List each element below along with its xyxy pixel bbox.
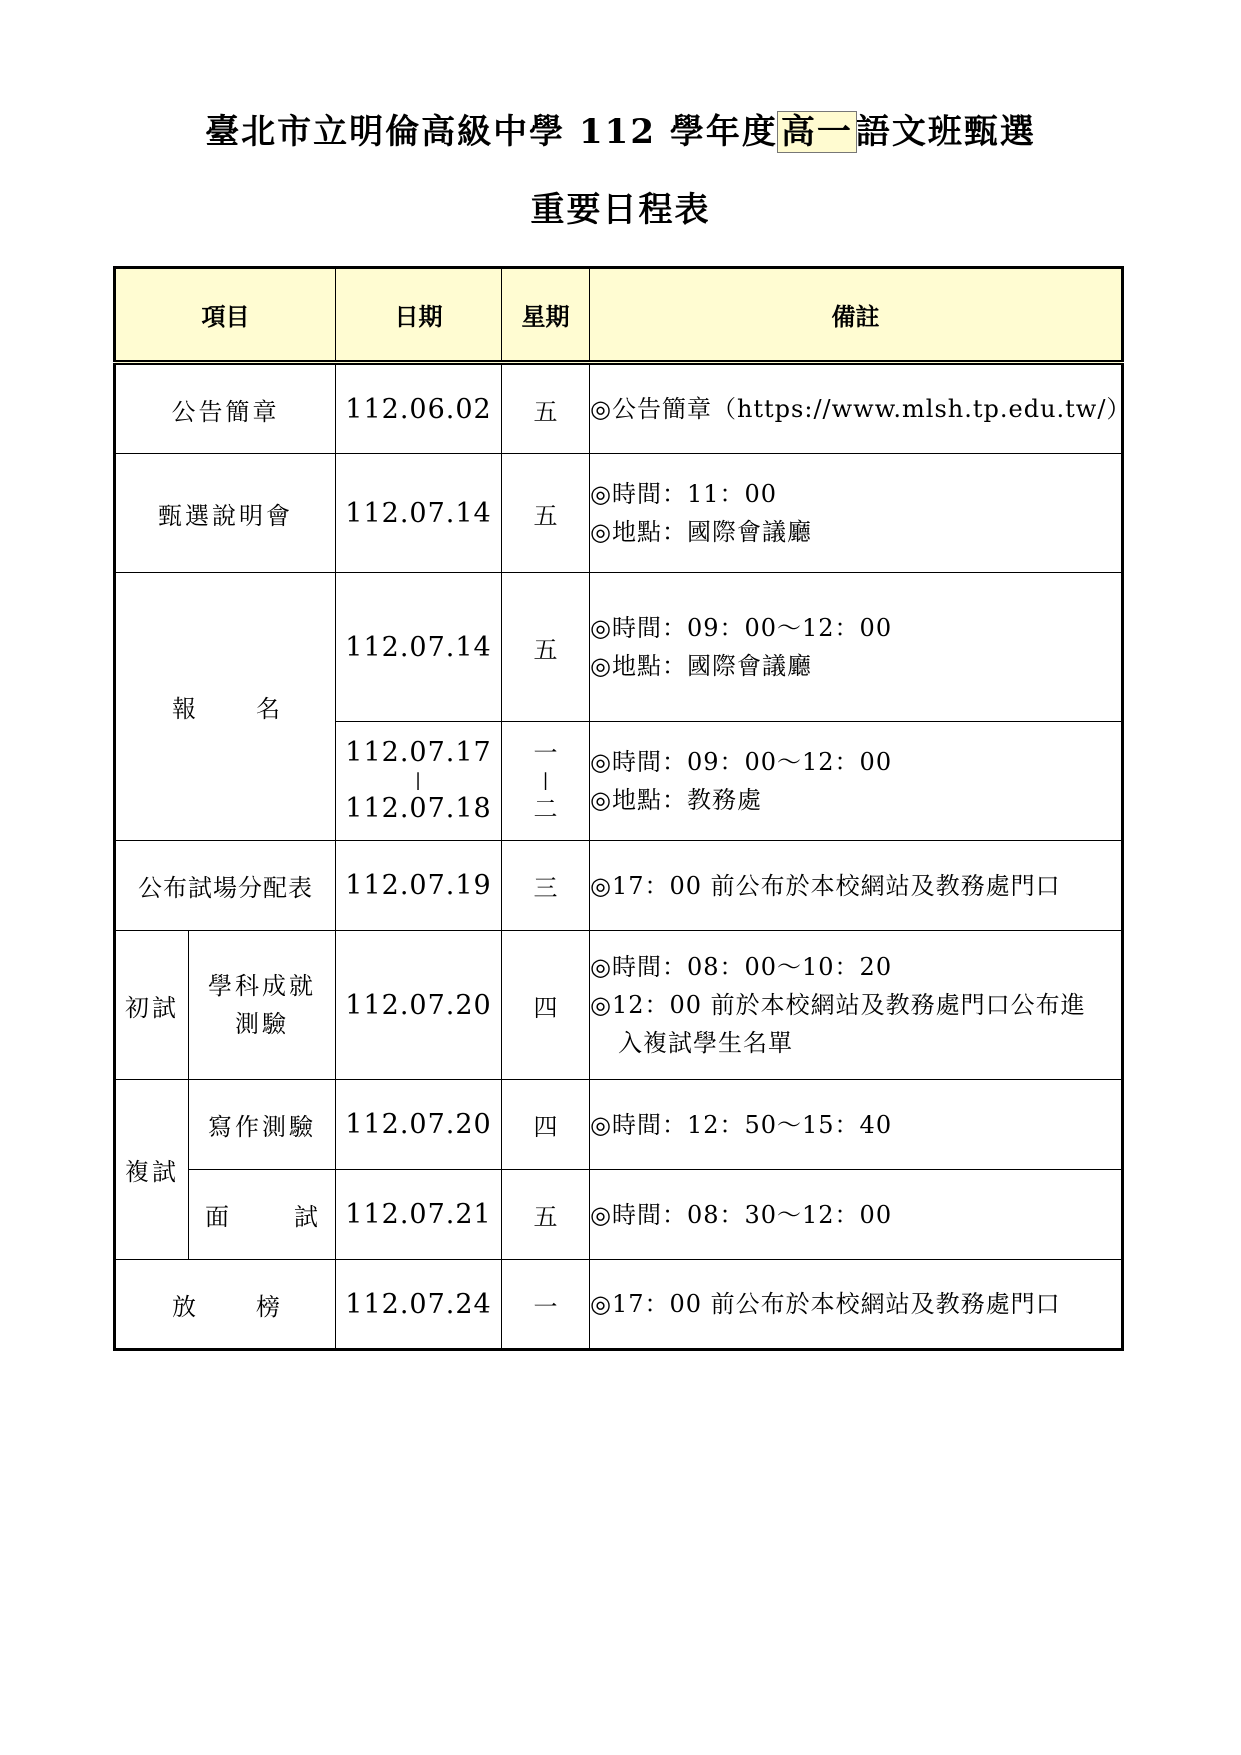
note-line: ◎12：00 前於本校網站及教務處門口公布進 — [590, 991, 1086, 1019]
item-cell-registration — [115, 573, 336, 841]
item-cell-results — [115, 1260, 336, 1350]
note-cell — [590, 1170, 1123, 1260]
date-cell: 112.07.24 — [336, 1260, 502, 1350]
note-line: 入複試學生名單 — [618, 1029, 793, 1057]
table-row — [115, 1170, 1123, 1260]
date-range-cell — [336, 722, 502, 841]
date-cell: 112.07.14 — [336, 454, 502, 573]
weekday-range-cell — [502, 722, 590, 841]
item-cell: 甄選說明會 — [115, 454, 336, 573]
title-prefix: 臺北市立明倫高級中學 112 學年度 — [205, 112, 778, 152]
header-note: 備註 — [590, 268, 1123, 363]
item-char: 報 — [172, 695, 199, 723]
date-cell: 112.06.02 — [336, 363, 502, 454]
date-cell: 112.07.14 — [336, 573, 502, 722]
header-item: 項目 — [115, 268, 336, 363]
title-highlight: 高一 — [778, 112, 856, 152]
note-cell — [590, 573, 1123, 722]
weekday-cell: 五 — [502, 573, 590, 722]
date-from: 112.07.17 — [345, 737, 492, 768]
note-line: ◎時間：08：00～10：20 — [590, 953, 893, 981]
item-cell: 寫作測驗 — [189, 1080, 336, 1170]
weekday-cell: 五 — [502, 1170, 590, 1260]
table-row — [115, 931, 1123, 1080]
note-cell — [590, 841, 1123, 931]
table-row — [115, 573, 1123, 722]
note-line: ◎地點：國際會議廳 — [590, 652, 812, 680]
item-char: 榜 — [256, 1292, 283, 1321]
table-row — [115, 841, 1123, 931]
document-title — [0, 104, 1241, 153]
note-line: ◎17：00 前公布於本校網站及教務處門口 — [590, 1290, 1061, 1318]
item-cell: 公告簡章 — [115, 363, 336, 454]
date-cell: 112.07.21 — [336, 1170, 502, 1260]
note-line: ◎時間：08：30～12：00 — [590, 1200, 893, 1229]
date-to: 112.07.18 — [345, 793, 492, 824]
note-cell — [590, 363, 1132, 454]
header-weekday: 星期 — [502, 268, 590, 363]
note-line: ◎時間：11：00 — [590, 480, 778, 508]
header-row — [115, 268, 1123, 363]
weekday-to: 二 — [533, 795, 558, 823]
table-row — [115, 1260, 1123, 1350]
weekday-cell: 五 — [502, 363, 590, 454]
group-cell-preliminary: 初試 — [115, 931, 189, 1080]
table-row — [115, 454, 1123, 573]
date-cell: 112.07.20 — [336, 1080, 502, 1170]
note-line: ◎時間：12：50～15：40 — [590, 1110, 893, 1139]
note-line: ◎地點：國際會議廳 — [590, 518, 812, 546]
table-row — [115, 1080, 1123, 1170]
item-char: 面 — [205, 1203, 232, 1231]
date-cell: 112.07.19 — [336, 841, 502, 931]
title-suffix: 語文班甄選 — [855, 112, 1036, 152]
note-cell — [590, 1080, 1123, 1170]
group-cell-final: 複試 — [115, 1080, 189, 1260]
schedule-table — [113, 266, 1132, 1351]
item-cell: 學科成就測驗 — [189, 931, 336, 1080]
document-subtitle: 重要日程表 — [530, 190, 711, 230]
weekday-cell: 一 — [502, 1260, 590, 1350]
note-cell — [590, 722, 1123, 841]
weekday-cell: 四 — [502, 931, 590, 1080]
table-row — [115, 363, 1123, 454]
note-line: ◎公告簡章（https://www.mlsh.tp.edu.tw/） — [590, 395, 1132, 423]
weekday-from: 一 — [533, 739, 558, 767]
item-char: 放 — [172, 1292, 199, 1321]
weekday-cell: 四 — [502, 1080, 590, 1170]
note-line: ◎時間：09：00～12：00 — [590, 748, 893, 776]
header-date: 日期 — [336, 268, 502, 363]
weekday-cell: 三 — [502, 841, 590, 931]
note-cell — [590, 931, 1123, 1080]
date-cell: 112.07.20 — [336, 931, 502, 1080]
item-char: 試 — [294, 1203, 321, 1231]
item-char: 名 — [256, 695, 283, 723]
weekday-cell: 五 — [502, 454, 590, 573]
note-line: ◎17：00 前公布於本校網站及教務處門口 — [590, 871, 1061, 900]
item-cell: 公布試場分配表 — [115, 841, 336, 931]
note-line: ◎地點：教務處 — [590, 786, 762, 814]
note-cell — [590, 454, 1123, 573]
date-range-separator: | — [414, 770, 423, 791]
weekday-range-separator: | — [542, 770, 549, 791]
note-cell — [590, 1260, 1123, 1350]
note-line: ◎時間：09：00～12：00 — [590, 614, 893, 642]
item-cell-interview — [189, 1170, 336, 1260]
